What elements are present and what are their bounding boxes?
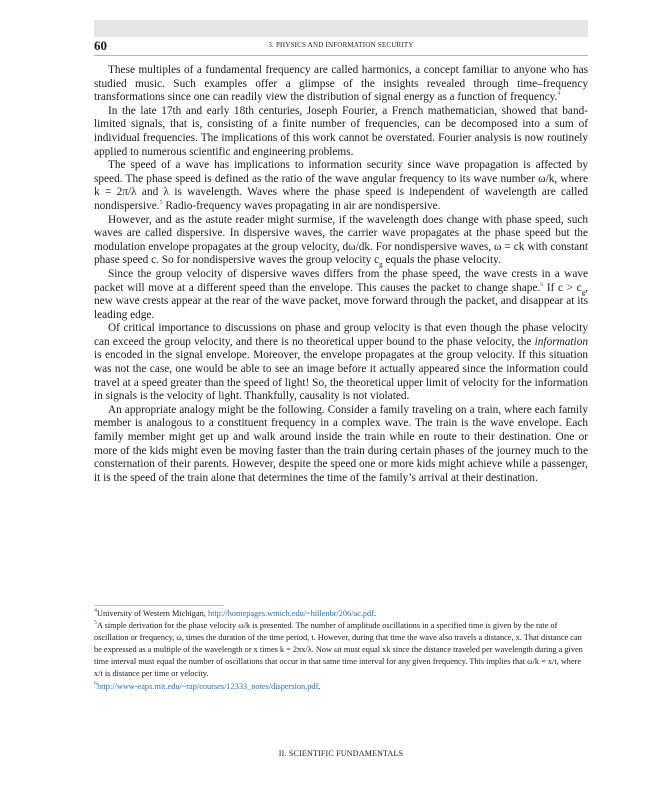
footnote-ref[interactable]: 5: [159, 200, 163, 207]
paragraph: However, and as the astute reader might surmise, if the wavelength does change with phase speed, such waves are called dispersive. In dispersive waves, the carrier wave propagates at the phase speed but the modulation envelope propagates at the group velocity, dω/dk. For nondispersive waves, ω = ck with constant phase speed c. So for nondispersive waves the group velocity $c_g$ equals the phase velocity.: [94, 213, 588, 269]
paragraph: Since the group velocity of dispersive waves differs from the phase speed, the wave crests in a wave packet will move at a different speed than the envelope. This causes the packet to change shape.$^6$ If $c > c_g$, new wave crests appear at the rear of the wave packet, move forward through the packet, and disappear at its leading edge.: [94, 267, 588, 321]
paragraph: An appropriate analogy might be the following. Consider a family traveling on a train, where each family member is analogous to a constituent frequency in a complex wave. The train is the wave envelope. Each family member might get up and walk around inside the train while en route to their destination. One or more of the kids might even be moving faster than the train during certain phases of the journey much to the consternation of their parents. However, despite the speed one or more kids might achieve while a passenger, it is the speed of the train alone that determines the time of the family’s arrival at their destination.: [94, 403, 588, 484]
paragraph: Of critical importance to discussions on phase and group velocity is that even though the phase velocity can exceed the group velocity, and there is no theoretical upper bound to the phase velocity, the information is encoded in the signal envelope. Moreover, the envelope propagates at the group velocity. If this situation was not the case, one would be able to see an image before it actually appeared since the information could travel at a speed greater than the speed of light! So, the theoretical upper limit of velocity for the information in signals is the velocity of light. Thankfully, causality is not violated.: [94, 322, 588, 403]
paragraph: The speed of a wave has implications to information security since wave propagation is affected by speed. The phase speed is defined as the ratio of the wave angular frequency to its wave number ω/k, where k = 2π/λ and λ is wavelength. Waves where the phase speed is independent of wavelength are called nondispersive.$^5$ Radio-frequency waves propagating in air are nondispersive.: [94, 159, 588, 212]
paragraph: These multiples of a fundamental frequency are called harmonics, a concept familiar to anyone who has studied music. Such examples offer a glimpse of the insights revealed through time–frequency transformations since one can readily view the distribution of signal energy as a function of frequency.$^4$: [94, 64, 588, 104]
footnote-ref[interactable]: 4: [557, 91, 561, 98]
footnote: $^6$http://www-eaps.mit.edu/~rap/courses/12333_notes/dispersion.pdf.: [94, 680, 321, 691]
footnotes: [94, 605, 588, 693]
footnote-link[interactable]: http://www-eaps.mit.edu/~rap/courses/12333_notes/dispersion.pdf: [97, 681, 319, 691]
body-text: [94, 64, 588, 485]
footnote: $^4$University of Western Michigan, http://homepages.wmich.edu/~hillenbr/206/ac.pdf.: [94, 608, 377, 618]
footnote-rule: [94, 605, 224, 606]
page-footer: II. SCIENTIFIC FUNDAMENTALS: [278, 749, 404, 758]
paragraph: In the late 17th and early 18th centuries, Joseph Fourier, a French mathematician, showed that band-limited signals, that is, consisting of a finite number of frequencies, can be decomposed into a sum of individual frequencies. The implications of this work cannot be overstated. Fourier analysis is now routinely applied to numerous scientific and engineering problems.: [94, 104, 588, 158]
footnote-ref[interactable]: 6: [540, 281, 544, 288]
header-bar: [94, 20, 588, 37]
page-number: 60: [94, 38, 107, 53]
running-head: 3. PHYSICS AND INFORMATION SECURITY: [268, 41, 414, 49]
page-header: [94, 38, 588, 56]
footnote-link[interactable]: http://homepages.wmich.edu/~hillenbr/206/ac.pdf: [207, 609, 374, 618]
footnote: $^5$A simple derivation for the phase velocity ω/k is presented. The number of amplitude oscillations in a specified time is given by the rate of oscillation or frequency, ω, times the duration of the time period, t. However, during that time the wave also travels a distance, x. That distance can be expressed as a multiple of the wavelength or x times k = 2πx/λ. Now ωt must equal xk since the distance traveled per wavelength during a given time interval must equal the number of oscillations that occur in that same time interval for any given frequency. This implies that ω/k = x/t, where x/t is distance per time or velocity.: [94, 620, 583, 679]
